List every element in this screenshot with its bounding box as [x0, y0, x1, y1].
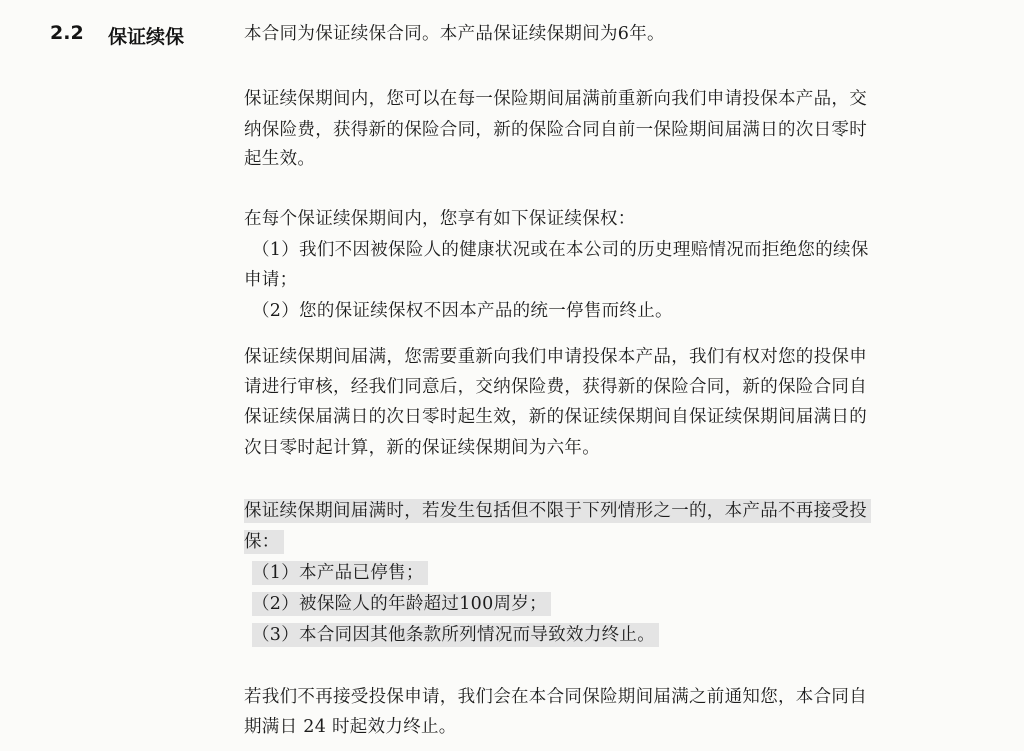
highlight: 保： — [244, 530, 284, 554]
section-title: 保证续保 — [108, 26, 185, 48]
paragraph-3-line: 请进行审核，经我们同意后，交纳保险费，获得新的保险合同，新的保险合同自 — [244, 377, 867, 397]
list-item — [252, 592, 551, 616]
paragraph-1-line: 纳保险费，获得新的保险合同，新的保险合同自前一保险期间届满日的次日零时 — [244, 120, 867, 140]
section-number: 2.2 — [50, 22, 84, 44]
paragraph-4-lead — [244, 530, 284, 554]
intro-line: 本合同为保证续保合同。本产品保证续保期间为6年。 — [244, 24, 665, 44]
paragraph-5-line: 期满日 24 时起效力终止。 — [244, 717, 457, 737]
list-item — [252, 561, 428, 585]
list-item: （1）我们不因被保险人的健康状况或在本公司的历史理赔情况而拒绝您的续保 — [252, 240, 869, 260]
list-item: 申请； — [244, 270, 298, 290]
paragraph-2-lead: 在每个保证续保期间内，您享有如下保证续保权： — [244, 209, 636, 229]
list-item — [252, 623, 659, 647]
paragraph-4-lead — [244, 499, 871, 523]
paragraph-3-line: 保证续保届满日的次日零时起生效，新的保证续保期间自保证续保期间届满日的 — [244, 407, 867, 427]
paragraph-1-line: 保证续保期间内，您可以在每一保险期间届满前重新向我们申请投保本产品，交 — [244, 89, 867, 109]
list-item: （2）您的保证续保权不因本产品的统一停售而终止。 — [252, 301, 673, 321]
paragraph-3-line: 次日零时起计算，新的保证续保期间为六年。 — [244, 438, 600, 458]
highlight: （2）被保险人的年龄超过100周岁； — [252, 592, 551, 616]
paragraph-1-line: 起生效。 — [244, 149, 316, 169]
paragraph-5-line: 若我们不再接受投保申请，我们会在本合同保险期间届满之前通知您，本合同自 — [244, 687, 867, 707]
paragraph-3-line: 保证续保期间届满，您需要重新向我们申请投保本产品，我们有权对您的投保申 — [244, 347, 867, 367]
highlight: （3）本合同因其他条款所列情况而导致效力终止。 — [252, 623, 659, 647]
highlight: （1）本产品已停售； — [252, 561, 428, 585]
highlight: 保证续保期间届满时，若发生包括但不限于下列情形之一的，本产品不再接受投 — [244, 499, 871, 523]
